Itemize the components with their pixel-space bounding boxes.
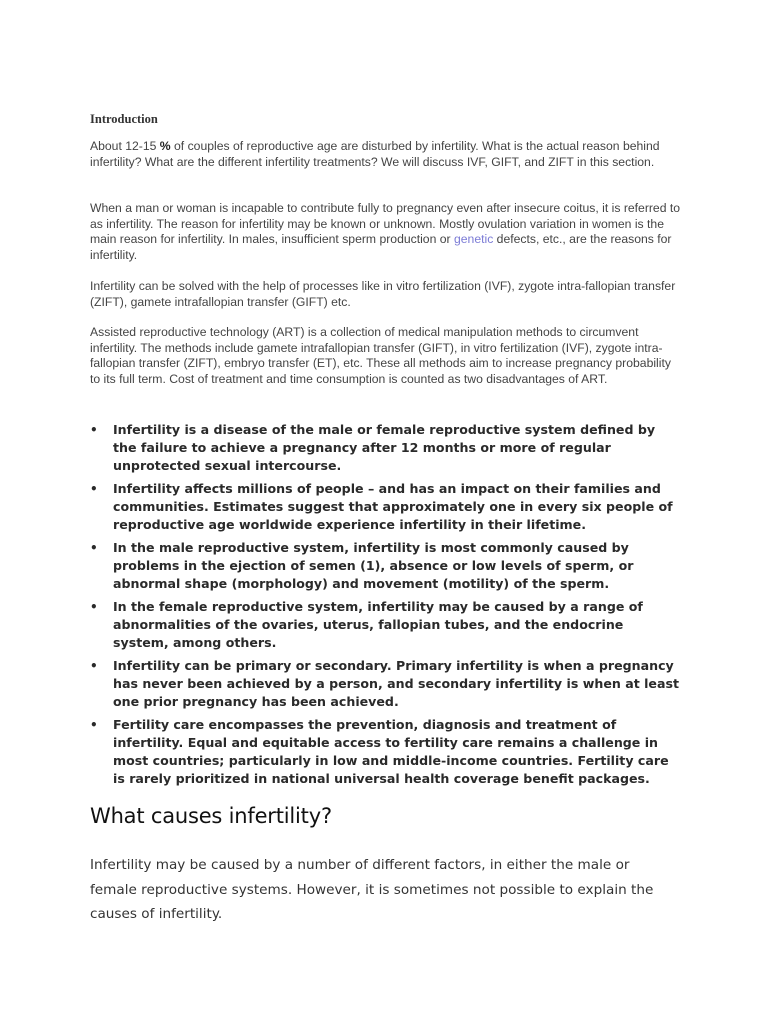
bullet-marker: •: [90, 482, 98, 496]
intro-p1-end: of couples of reproductive age are disturbed by infertility. What is the actual reason behind infertility? What are the different infertility treatments? We will discuss IVF, GIFT, and ZIFT in this section.: [90, 139, 660, 169]
causes-paragraph: Infertility may be caused by a number of different factors, in either the male or female reproductive systems. However, it is sometimes not possible to explain the causes of infertility.: [90, 857, 654, 922]
list-item-text: Infertility can be primary or secondary. Primary infertility is when a pregnancy has never been achieved by a person, and secondary infertility is when at least one prior pregnancy has been achieved.: [113, 658, 679, 709]
intro-p1-percent: %: [159, 139, 171, 153]
intro-paragraph-3: Infertility can be solved with the help of processes like in vitro fertilization (IVF), zygote intra-fallopian transfer (ZIFT), gamete intrafallopian transfer (GIFT) etc.: [90, 279, 676, 309]
list-item: [90, 598, 682, 652]
list-item-text: In the female reproductive system, infertility may be caused by a range of abnormalities of the ovaries, uterus, fallopian tubes, and the endocrine system, among others.: [113, 599, 643, 650]
list-item: [90, 539, 682, 593]
genetic-link[interactable]: genetic: [453, 232, 494, 247]
causes-heading: What causes infertility?: [90, 804, 332, 828]
intro-p2-start: When a man or woman is incapable to contribute fully to pregnancy even after insecure coitus, it is referred to as infertility. The reason for infertility may be known or unknown. Mostly ovulation variation in women is the main reason for infertility. In males, insufficient sperm production or: [90, 201, 681, 247]
list-item: [90, 716, 682, 788]
bullet-marker: •: [90, 659, 98, 673]
facts-list: [90, 421, 682, 793]
bullet-marker: •: [90, 600, 98, 614]
list-item: [90, 421, 682, 475]
list-item: [90, 657, 682, 711]
intro-p2-end: defects, etc., are the reasons for infertility.: [90, 232, 672, 262]
list-item-text: In the male reproductive system, infertility is most commonly caused by problems in the ejection of semen (1), absence or low levels of sperm, or abnormal shape (morphology) and movement (motility) of the sperm.: [113, 540, 634, 591]
list-item: [90, 480, 682, 534]
intro-paragraph-4: Assisted reproductive technology (ART) is a collection of medical manipulation methods to circumvent infertility. The methods include gamete intrafallopian transfer (GIFT), in vitro fertilization (IVF), zygote intra-fallopian transfer (ZIFT), embryo transfer (ET), etc. These all methods aim to increase pregnancy probability to its full term. Cost of treatment and time consumption is counted as two disadvantages of ART.: [90, 325, 671, 386]
intro-paragraph-2: [90, 201, 682, 263]
bullet-marker: •: [90, 718, 98, 732]
list-item-text: Infertility is a disease of the male or female reproductive system defined by the failure to achieve a pregnancy after 12 months or more of regular unprotected sexual intercourse.: [113, 422, 656, 473]
intro-paragraph-1: [90, 139, 682, 170]
bullet-marker: •: [90, 423, 98, 437]
list-item-text: Fertility care encompasses the prevention, diagnosis and treatment of infertility. Equal and equitable access to fertility care remains a challenge in most countries; particularly in low and middle-income countries. Fertility care is rarely prioritized in national universal health coverage benefit packages.: [113, 717, 669, 786]
intro-p1-start: About 12-15: [90, 139, 160, 153]
introduction-heading: Introduction: [90, 112, 158, 126]
bullet-marker: •: [90, 541, 98, 555]
list-item-text: Infertility affects millions of people – and has an impact on their families and communities. Estimates suggest that approximately one in every six people of reproductive age worldwide experience infertility in their lifetime.: [113, 481, 673, 532]
